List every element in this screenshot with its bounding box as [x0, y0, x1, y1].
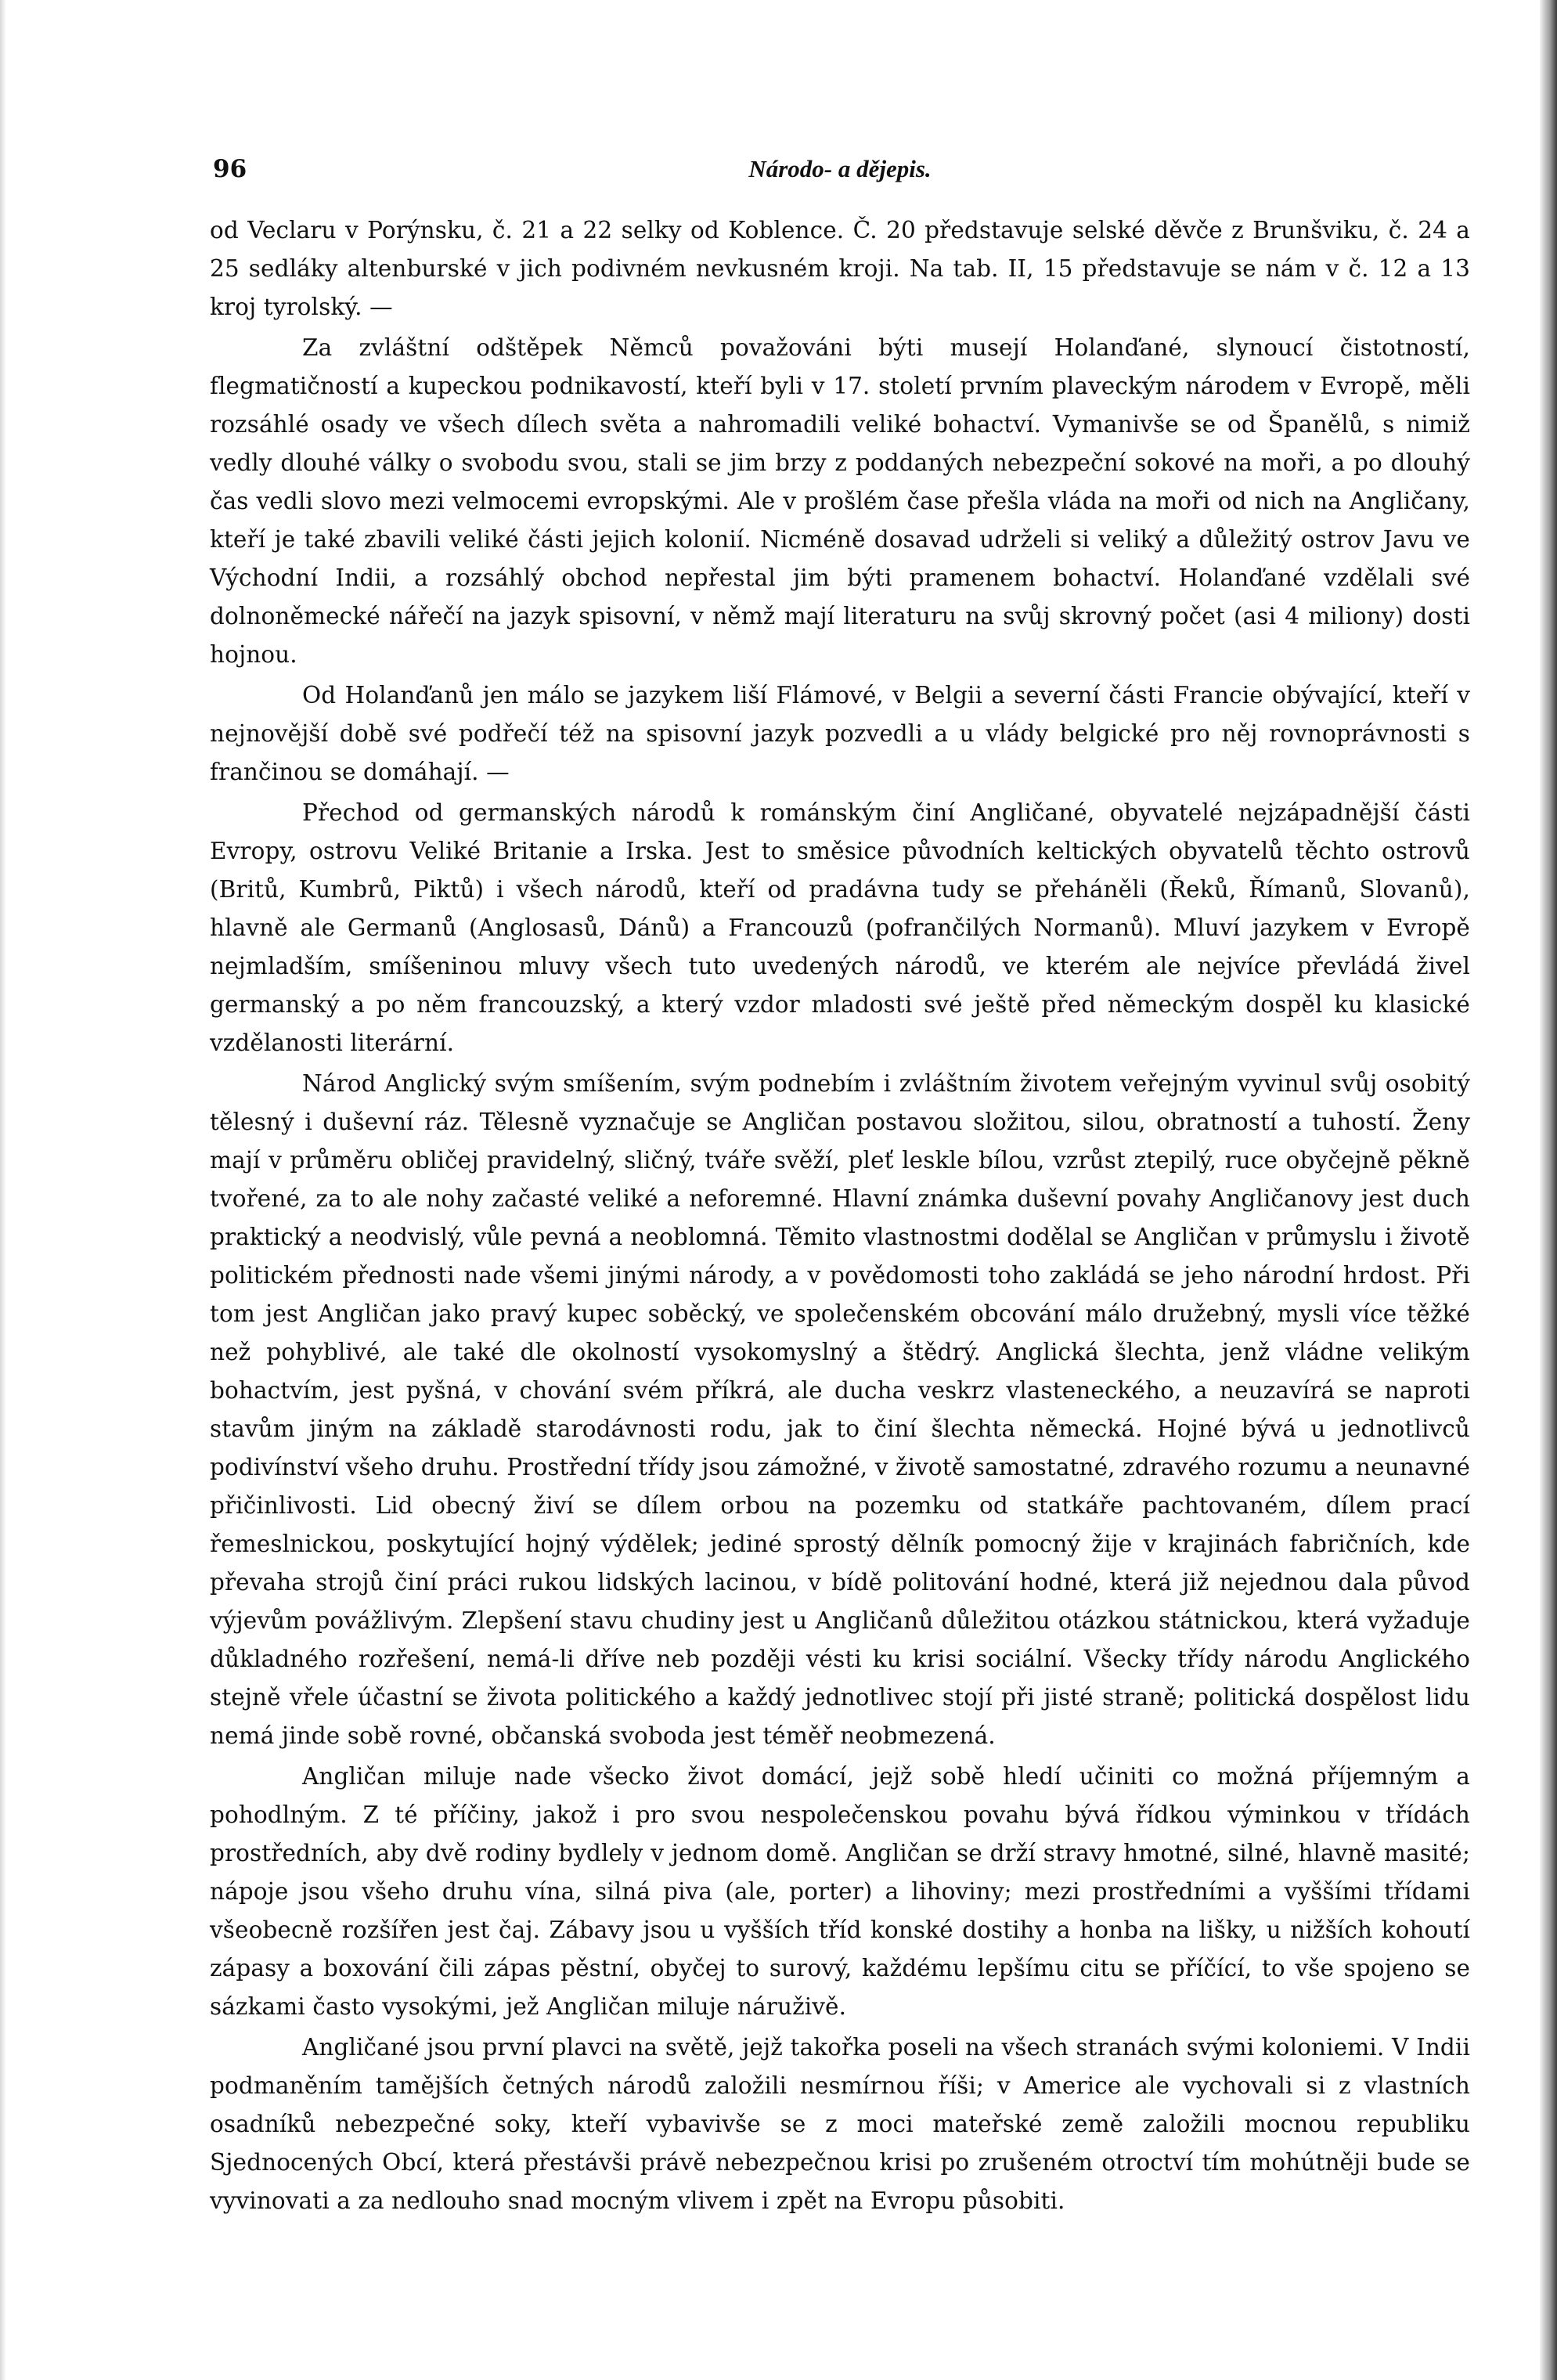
book-page: [210, 149, 1470, 2220]
running-header: [210, 149, 1470, 196]
scan-right-edge: [1540, 0, 1557, 2380]
paragraph-flamove: Od Holanďanů jen málo se jazykem liší Flámové, v Belgii a severní části Francie obývající, kteří v nejnovější době své podřečí též na spisovní jazyk pozvedli a u vlády belgické pro něj rovnoprávnosti s frančinou se domáhají. —: [210, 682, 1470, 785]
paragraph-plavci-kolonie: Angličané jsou první plavci na světě, jejž takořka poseli na všech stranách svými koloniemi. V Indii podmaněním tamějších četných národů založili nesmírnou říši; v Americe ale vychovali si z vlastních osadníků nebezpečné soky, kteří vybavivše se z moci mateřské země založili mocnou republiku Sjednocených Obcí, která přestávši právě nebezpečnou krisi po zrušeném otroctví tím mohútněji bude se vyvinovati a za nedlouho snad mocným vlivem i zpět na Evropu působiti.: [210, 2034, 1470, 2214]
body-text: [210, 211, 1470, 2220]
scan-left-edge: [0, 0, 6, 2380]
paragraph-anglicane-origin: Přechod od germanských národů k románským činí Angličané, obyvatelé nejzápadnější části Evropy, ostrovu Veliké Britanie a Irska. Jest to směsice původních keltických obyvatelů těchto ostrovů (Britů, Kumbrů, Piktů) i všech národů, kteří od pradávna tudy se přeháněli (Řeků, Římanů, Slovanů), hlavně ale Germanů (Anglosasů, Dánů) a Francouzů (pofrančilých Normanů). Mluví jazykem v Evropě nejmladším, smíšeninou mluvy všech tuto uvedených národů, ve kterém ale nejvíce převládá živel germanský a po něm francouzský, a který vzdor mladosti své ještě před německým dospěl ku klasické vzdělanosti literární.: [210, 799, 1470, 1056]
page-number: 96: [213, 155, 247, 183]
paragraph-continuation: od Veclaru v Porýnsku, č. 21 a 22 selky od Koblence. Č. 20 představuje selské děvče z Brunšviku, č. 24 a 25 sedláky altenburské v jich podivném nevkusném kroji. Na tab. II, 15 představuje se nám v č. 12 a 13 kroj tyrolský. —: [210, 217, 1470, 320]
paragraph-anglicky-narod: Národ Anglický svým smíšením, svým podnebím i zvláštním životem veřejným vyvinul svůj osobitý tělesný i duševní ráz. Tělesně vyznačuje se Angličan postavou složitou, silou, obratností a tuhostí. Ženy mají v průměru obličej pravidelný, sličný, tváře svěží, pleť leskle bílou, vzrůst ztepilý, ruce obyčejně pěkně tvořené, za to ale nohy začasté veliké a neforemné. Hlavní známka duševní povahy Angličanovy jest duch praktický a neodvislý, vůle pevná a neoblomná. Těmito vlastnostmi dodělal se Angličan v průmyslu i životě politickém přednosti nade všemi jinými národy, a v povědomosti toho zakládá se jeho národní hrdost. Při tom jest Angličan jako pravý kupec soběcký, ve společenském obcování málo družebný, mysli více těžké než pohyblivé, ale také dle okolností vysokomyslný a štědrý. Anglická šlechta, jenž vládne velikým bohactvím, jest pyšná, v chování svém příkrá, ale ducha veskrz vlasteneckého, a neuzavírá se naproti stavům jiným na základě starodávnosti rodu, jak to činí šlechta německá. Hojné bývá u jednotlivců podivínství všeho druhu. Prostřední třídy jsou zámožné, v životě samostatné, zdravého rozumu a neunavné přičinlivosti. Lid obecný živí se dílem orbou na pozemku od statkáře pachtovaném, dílem prací řemeslnickou, poskytující hojný výdělek; jediné sprostý dělník pomocný žije v krajinách fabričních, kde převaha strojů činí práci rukou lidských lacinou, v bídě politování hodné, která již nejednou dala původ výjevům povážlivým. Zlepšení stavu chudiny jest u Angličanů důležitou otázkou státnickou, která vyžaduje důkladného rozřešení, nemá-li dříve neb později vésti ku krisi sociální. Všecky třídy národu Anglického stejně vřele účastní se života politického a každý jednotlivec stojí při jisté straně; politická dospělost lidu nemá jinde sobě rovné, občanská svoboda jest téměř neobmezená.: [210, 1070, 1470, 1749]
running-title: Národo- a dějepis.: [748, 155, 932, 182]
paragraph-domaci-zivot: Angličan miluje nade všecko život domácí, jejž sobě hledí učiniti co možná příjemným a pohodlným. Z té příčiny, jakož i pro svou nespolečenskou povahu bývá řídkou výminkou v třídách prostředních, aby dvě rodiny bydlely v jednom domě. Angličan se drží stravy hmotné, silné, hlavně masité; nápoje jsou všeho druhu vína, silná piva (ale, porter) a lihoviny; mezi prostředními a vyššími třídami všeobecně rozšířen jest čaj. Zábavy jsou u vyšších tříd konské dostihy a honba na lišky, u nižších kohoutí zápasy a boxování čili zápas pěstní, obyčej to surový, každému lepšímu citu se příčící, to vše spojeno se sázkami často vysokými, jež Angličan miluje náruživě.: [210, 1763, 1470, 2020]
paragraph-holandane: Za zvláštní odštěpek Němců považováni býti musejí Holanďané, slynoucí čistotností, flegmatičností a kupeckou podnikavostí, kteří byli v 17. století prvním plaveckým národem v Evropě, měli rozsáhlé osady ve všech dílech světa a nahromadili veliké bohactví. Vymanivše se od Španělů, s nimiž vedly dlouhé války o svobodu svou, stali se jim brzy z poddaných nebezpeční sokové na moři, a po dlouhý čas vedli slovo mezi velmocemi evropskými. Ale v prošlém čase přešla vláda na moři od nich na Angličany, kteří je také zbavili veliké části jejich kolonií. Nicméně dosavad udrželi si veliký a důležitý ostrov Javu ve Východní Indii, a rozsáhlý obchod nepřestal jim býti pramenem bohactví. Holanďané vzdělali své dolnoněmecké nářečí na jazyk spisovní, v němž mají literaturu na svůj skrovný počet (asi 4 miliony) dosti hojnou.: [210, 334, 1470, 668]
